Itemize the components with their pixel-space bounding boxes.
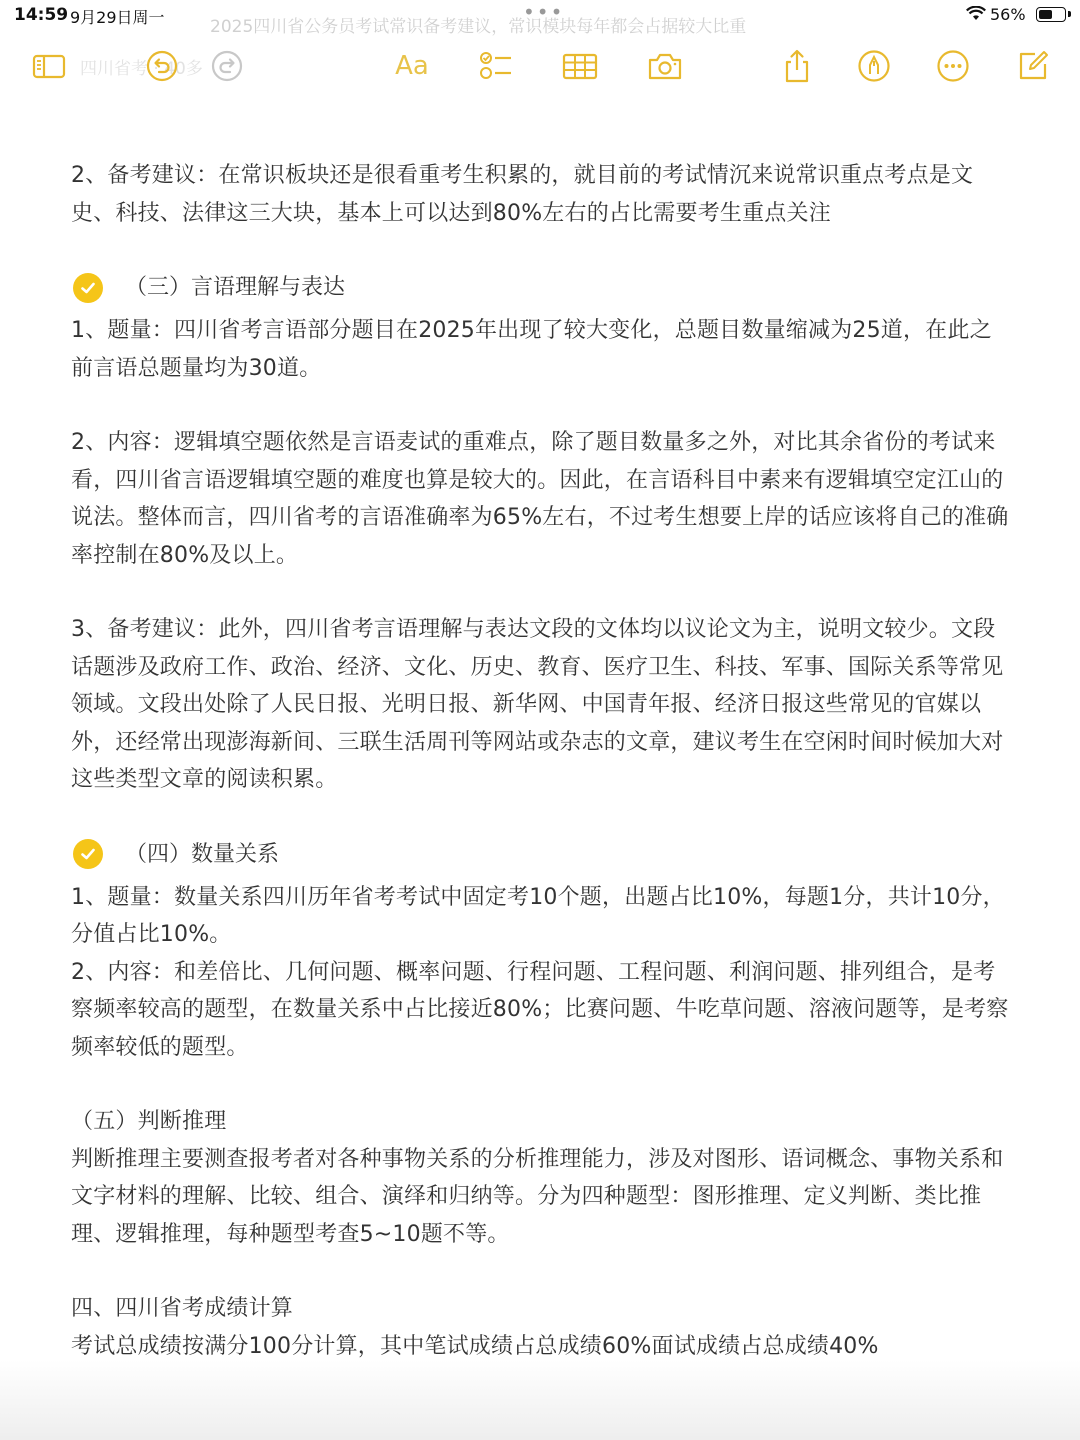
- checkmark-icon: [79, 845, 97, 863]
- redo-button[interactable]: [207, 46, 247, 86]
- status-date: 9月29日周一: [70, 8, 165, 27]
- note-paragraph: 2、备考建议：在常识板块还是很看重考生积累的，就目前的考试情沉来说常识重点考点是文史、科技、法律这三大块，基本上可以达到80%左右的占比需要考生重点关注: [71, 163, 974, 226]
- share-icon: [779, 48, 815, 84]
- checklist-button[interactable]: [476, 46, 516, 86]
- multitasking-dots-icon[interactable]: •••: [523, 0, 565, 24]
- redo-icon: [209, 48, 245, 84]
- battery-icon: [1036, 7, 1066, 22]
- more-icon: [935, 48, 971, 84]
- section-heading: （四）数量关系: [125, 841, 280, 867]
- battery-level: [1039, 10, 1052, 19]
- text-format-label: Aa: [395, 51, 429, 81]
- note-paragraph: 1、题量：数量关系四川历年省考考试中固定考10个题，出题占比10%，每题1分，共计10分，分值占比10%。: [71, 884, 1005, 947]
- checkmark-icon: [79, 279, 97, 297]
- text-format-button[interactable]: [392, 46, 432, 86]
- section-heading: （五）判断推理: [71, 1109, 227, 1134]
- faded-note-subtitle: 四川省考 · 40多: [80, 59, 203, 79]
- sidebar-toggle-button[interactable]: [29, 46, 69, 86]
- checklist-item-yanyu: [71, 269, 1011, 306]
- table-button[interactable]: [560, 46, 600, 86]
- compose-button[interactable]: [1013, 46, 1053, 86]
- checked-checkbox[interactable]: [73, 839, 103, 869]
- checklist-item-shuliang: [71, 836, 1011, 873]
- note-paragraph: 判断推理主要测查报考者对各种事物关系的分析推理能力，涉及对图形、语词概念、事物关系和文字材料的理解、比较、组合、演绎和归纳等。分为四种题型：图形推理、定义判断、类比推理、逻辑推理，每种题型考查5~10题不等。: [71, 1146, 1004, 1247]
- note-paragraph: 2、内容：和差倍比、几何问题、概率问题、行程问题、工程问题、利润问题、排列组合，是考察频率较高的题型，在数量关系中占比接近80%；比赛问题、牛吃草问题、溶液问题等，是考察频率较低的题型。: [71, 959, 1009, 1060]
- more-options-button[interactable]: [933, 46, 973, 86]
- markup-button[interactable]: [854, 46, 894, 86]
- status-time: 14:59: [14, 5, 69, 25]
- battery-nub: [1068, 11, 1071, 17]
- undo-button[interactable]: [142, 46, 182, 86]
- compose-icon: [1015, 48, 1051, 84]
- checklist-icon: [478, 48, 514, 84]
- battery-percent: 56%: [990, 5, 1026, 24]
- checked-checkbox[interactable]: [73, 273, 103, 303]
- note-paragraph: 2、内容：逻辑填空题依然是言语麦试的重难点，除了题目数量多之外，对比其余省份的考试来看，四川省言语逻辑填空题的难度也算是较大的。因此，在言语科目中素来有逻辑填空定江山的说法。整体而言，四川省考的言语准确率为65%左右，不过考生想要上岸的话应该将自己的准确率控制在80%及以上。: [71, 430, 1009, 568]
- note-paragraph: 考试总成绩按满分100分计算，其中笔试成绩占总成绩60%面试成绩占总成绩40%: [71, 1333, 879, 1359]
- pen-circle-icon: [856, 48, 892, 84]
- note-paragraph: 1、题量：四川省考言语部分题目在2025年出现了较大变化，总题目数量缩减为25道，在此之前言语总题量均为30道。: [71, 318, 992, 381]
- section-heading: 四、四川省考成绩计算: [71, 1296, 294, 1321]
- table-icon: [562, 48, 598, 84]
- camera-button[interactable]: [645, 46, 685, 86]
- undo-icon: [144, 48, 180, 84]
- camera-icon: [647, 48, 683, 84]
- note-body[interactable]: [71, 157, 1011, 1365]
- share-button[interactable]: [777, 46, 817, 86]
- section-heading: （三）言语理解与表达: [125, 275, 346, 300]
- faded-note-title: 2025四川省公务员考试常识备考建议，常识模块每年都会占据较大比重: [210, 17, 747, 37]
- sidebar-icon: [31, 48, 67, 84]
- bottom-fade: [0, 1360, 1080, 1440]
- note-paragraph: 3、备考建议：此外，四川省考言语理解与表达文段的文体均以议论文为主，说明文较少。文段话题涉及政府工作、政治、经济、文化、历史、教育、医疗卫生、科技、军事、国际关系等常见领域。文段出处除了人民日报、光明日报、新华网、中国青年报、经济日报这些常见的官媒以外，还经常出现澎海新间、三联生活周刊等网站或杂志的文章，建议考生在空闲时间时候加大对这些类型文章的阅读积累。: [71, 617, 1004, 792]
- notes-toolbar: [0, 40, 1080, 92]
